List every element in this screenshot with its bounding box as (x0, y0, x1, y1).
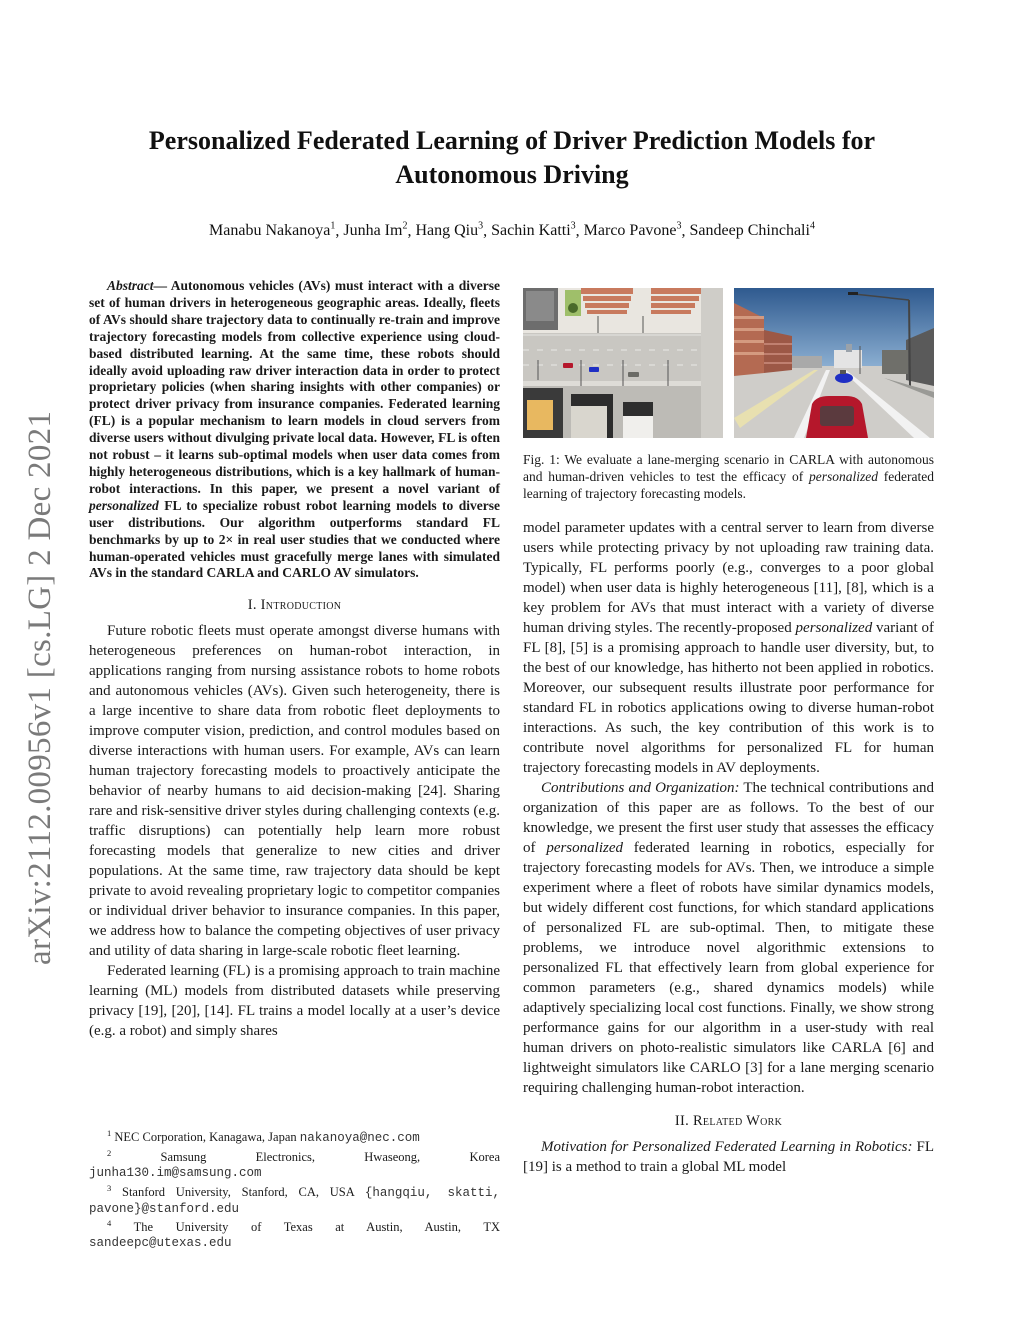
footnote-email (89, 1165, 500, 1181)
arxiv-identifier-stamp: arXiv:2112.00956v1 [cs.LG] 2 Dec 2021 (22, 410, 58, 965)
footnote: $^4$ The University of Texas at Austin, Austin, TX (107, 1218, 500, 1235)
intro-paragraph-2: Federated learning (FL) is a promising approach to train machine learning (ML) models from distributed datasets while preserving privacy [19], [20], [14]. FL trains a model locally at a user’s device (e.g. a robot) and simply shares (89, 963, 500, 1040)
author: Manabu Nakanoya$^1$ (209, 221, 336, 240)
footnote: $^3$ Stanford University, Stanford, CA, USA {hangqiu, skatti, pavone}@stanford.edu (89, 1182, 500, 1216)
figure-topdown-image (523, 288, 723, 438)
right-column (523, 288, 934, 1177)
author: Hang Qiu$^3$ (415, 221, 484, 240)
footnote-email (89, 1235, 500, 1251)
figure-1-caption: Fig. 1: We evaluate a lane-merging scenario in CARLA with autonomous and human-driven vehicles to test the efficacy of personalized federated learning of trajectory forecasting models. (523, 452, 935, 501)
section-heading-related-work: II. Related Work (674, 1113, 783, 1129)
email-link[interactable]: sandeepc@utexas.edu (89, 1236, 232, 1251)
email-link[interactable]: junha130.im@samsung.com (89, 1165, 262, 1180)
topdown-scene-illustration (523, 288, 723, 438)
title-line-2: Autonomous Driving (395, 160, 629, 189)
footnote: $^2$ Samsung Electronics, Hwaseong, Korea (107, 1147, 500, 1165)
contributions-paragraph: Contributions and Organization: The technical contributions and organization of this paper are as follows. To the best of our knowledge, we present the first user study that assesses the efficacy of personalized federated learning in robotics, especially for trajectory forecasting models for AVs. Then, we introduce a simple experiment where a fleet of robots have similar dynamics models, but widely different cost functions, for which standard applications of personalized FL are sub-optimal. Then, to mitigate these problems, we introduce novel algorithmic extensions to personalized FL that effectively learn from global experience for common parameters (e.g., shared dynamics models) while adaptively specializing local cost functions. Finally, we show strong performance gains for our algorithm in a user-study with real human drivers on photo-realistic simulators like CARLA [6] and lightweight simulators like CARLO [3] for a lane merging scenario requiring challenging human-robot interaction. (523, 780, 934, 1096)
email-link[interactable]: nakanoya@nec.com (299, 1131, 420, 1146)
email-link[interactable]: {hangqiu, skatti, pavone}@stanford.edu (89, 1185, 500, 1216)
right-paragraph-1: model parameter updates with a central server to learn from diverse users while protecting privacy by not uploading raw training data. Typically, FL performs poorly (e.g., converges to a poor global model) when user data is highly heterogeneous [11], [8], which is a key problem for AVs that must interact with a variety of diverse human driving styles. The recently-proposed personalized variant of FL [8], [5] is a promising approach to handle user diversity, but, to the best of our knowledge, has hitherto not been applied in robotics. Moreover, our subsequent results illustrate poor performance for standard FL in robotics applications owing to diverse human-robot interactions. As such, the key contribution of this work is to contribute novel algorithms for personalized FL for human trajectory forecasting models in AV deployments. (523, 520, 934, 776)
figure-driver-view-image (734, 288, 934, 438)
footnote: $^1$ NEC Corporation, Kanagawa, Japan nakanoya@nec.com (107, 1128, 420, 1146)
left-column (89, 278, 500, 1041)
figure-1 (523, 288, 934, 438)
author: Sandeep Chinchali$^4$ (689, 221, 815, 240)
abstract: Abstract— Autonomous vehicles (AVs) must interact with a diverse set of human drivers in heterogeneous geographic areas. Ideally, fleets of AVs should share trajectory data to continually re-train and improve trajectory forecasting models from collective experience using cloud-based distributed learning. At the same time, these robots should ideally avoid uploading raw driver interaction data in order to protect proprietary policies (when sharing insights with other companies) or protect driver privacy from insurance companies. Federated learning (FL) is a popular mechanism to learn models in cloud servers from diverse users without divulging private local data. However, FL is often not robust – it learns sub-optimal models when user data comes from highly heterogeneous distributions, which is a key hallmark of human-robot interactions. In this paper, we present a novel variant of personalized FL to specialize robust robot learning models to diverse user distributions. Our algorithm outperforms standard FL benchmarks by up to 2× in real user studies that we conducted where human-operated vehicles must gracefully merge lanes with simulated AVs in the standard CARLA and CARLO AV simulators. (89, 278, 500, 581)
author-list: Manabu Nakanoya$^1$, Junha Im$^2$, Hang Qiu$^3$, Sachin Katti$^3$, Marco Pavone$^3$, Sandeep Chinchali$^4$ (209, 221, 815, 240)
abstract-label: Abstract (107, 278, 154, 293)
contributions-run-in-heading: Contributions and Organization: (541, 780, 740, 796)
author: Junha Im$^2$ (343, 221, 408, 240)
author: Sachin Katti$^3$ (491, 221, 576, 240)
affiliation-footnotes (89, 1126, 500, 1251)
related-work-paragraph: Motivation for Personalized Federated Learning in Robotics: FL [19] is a method to train a global ML model (523, 1139, 934, 1175)
intro-paragraph-1: Future robotic fleets must operate amongst diverse humans with heterogeneous preferences on human-robot interaction, in applications ranging from nursing assistance robots to home robots and autonomous vehicles (AVs). Given such heterogeneity, there is a large incentive to share data from robotic fleet deployments to improve computer vision, prediction, and control modules based on diverse interactions with human users. For example, AVs can learn human trajectory forecasting models to proactively anticipate the behavior of nearby humans to aid decision-making [24]. Sharing rare and risk-sensitive driver styles during challenging contexts (e.g. traffic disruptions) can potentially help learn more robust forecasting models that generalize to new cities and driver populations. At the same time, raw trajectory data should be kept private to avoid revealing proprietary logic to competitor companies or individual driver behavior to insurance companies. In this paper, we address how to balance the competing objectives of user privacy and utility of data sharing in large-scale robotic fleet learning. (89, 623, 500, 960)
title-line-1: Personalized Federated Learning of Driver Prediction Models for (148, 126, 876, 155)
related-work-run-in-heading: Motivation for Personalized Federated Learning in Robotics: (541, 1139, 913, 1155)
paper-title (100, 124, 924, 192)
driver-view-scene-illustration (734, 288, 934, 438)
section-heading-introduction: I. Introduction (247, 597, 342, 614)
author: Marco Pavone$^3$ (583, 221, 682, 240)
